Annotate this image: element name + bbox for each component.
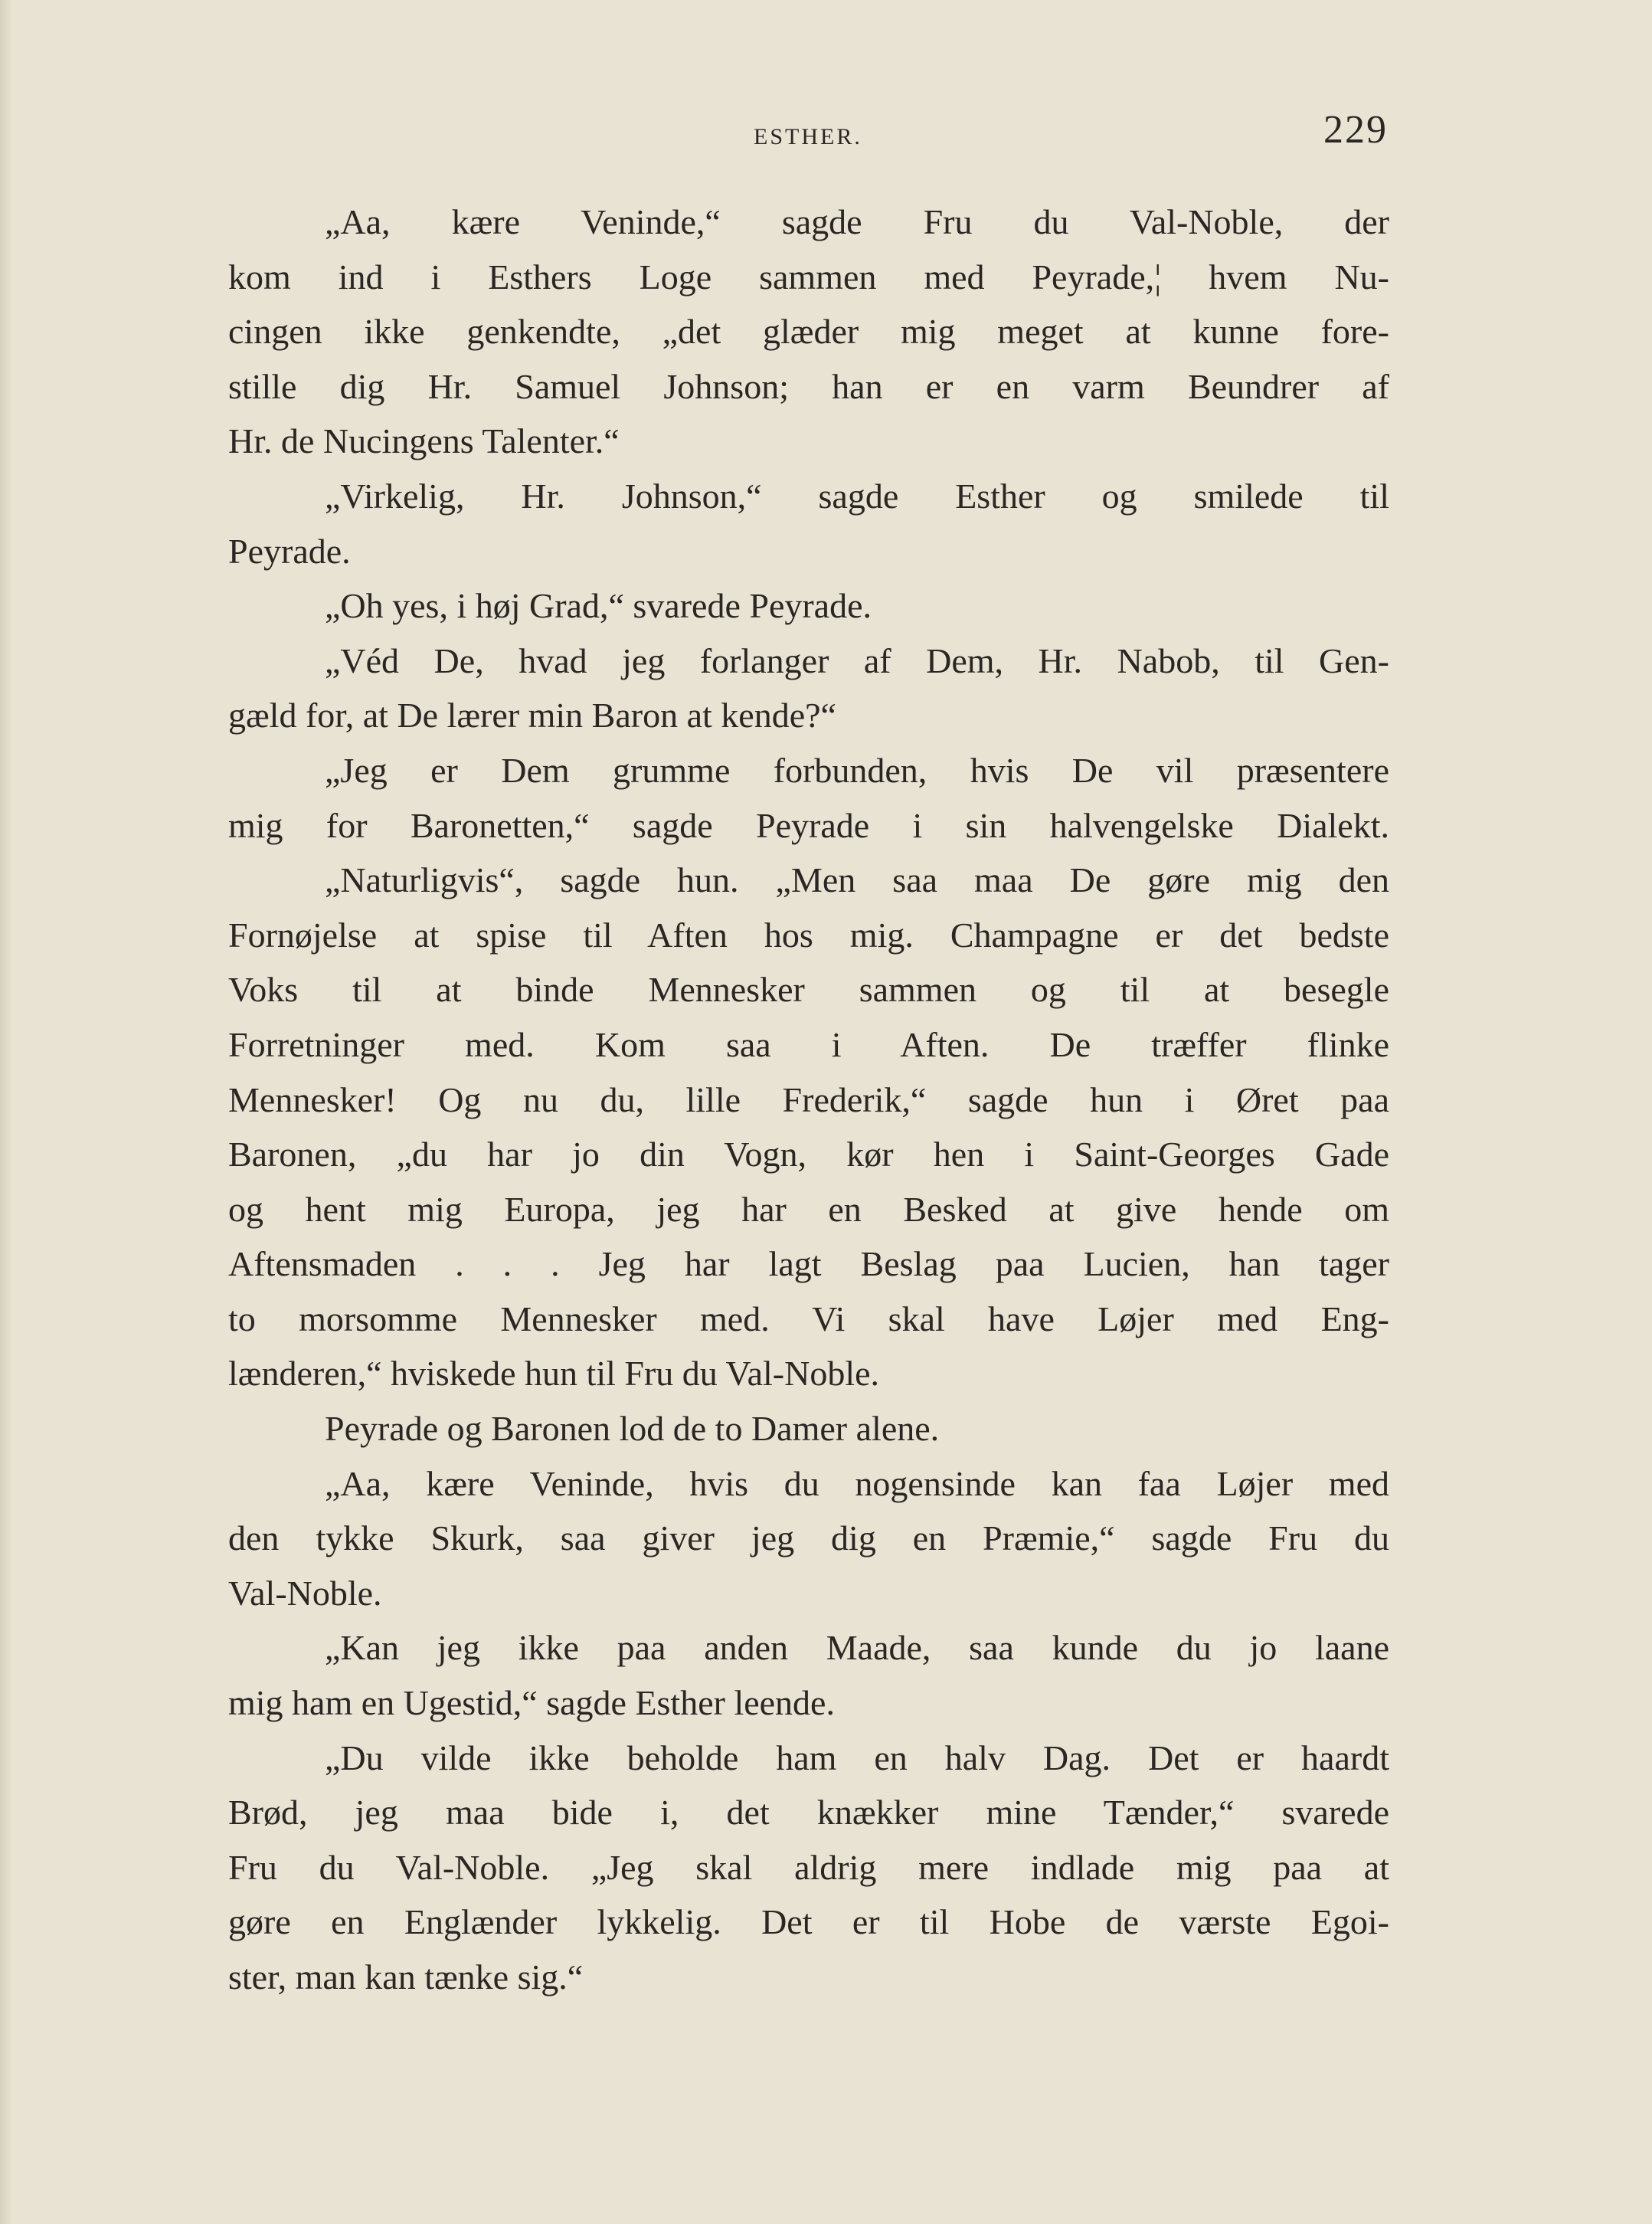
text-line: „Kan jeg ikke paa anden Maade, saa kunde du jo laane <box>325 1628 1389 1668</box>
text-line: Peyrade og Baronen lod de to Damer alene. <box>325 1409 940 1449</box>
text-line: kom ind i Esthers Loge sammen med Peyrade,¦ hvem Nu- <box>228 257 1389 296</box>
text-line: mig for Baronetten,“ sagde Peyrade i sin halvengelske Dialekt. <box>228 805 1389 845</box>
running-title: ESTHER. <box>754 124 862 149</box>
text-line: Fru du Val-Noble. „Jeg skal aldrig mere indlade mig paa at <box>228 1847 1389 1887</box>
text-line: den tykke Skurk, saa giver jeg dig en Præmie,“ sagde Fru du <box>228 1518 1389 1558</box>
text-line: Voks til at binde Mennesker sammen og til at besegle <box>228 970 1389 1010</box>
page-number: 229 <box>1323 108 1388 152</box>
text-line: ster, man kan tænke sig.“ <box>228 1957 584 1996</box>
text-line: cingen ikke genkendte, „det glæder mig meget at kunne fore- <box>228 312 1389 352</box>
text-line: „Virkelig, Hr. Johnson,“ sagde Esther og smilede til <box>325 476 1389 516</box>
text-line: Forretninger med. Kom saa i Aften. De træffer flinke <box>228 1024 1389 1064</box>
text-line: „Jeg er Dem grumme forbunden, hvis De vil præsentere <box>325 750 1389 790</box>
text-line: og hent mig Europa, jeg har en Besked at give hende om <box>228 1189 1389 1229</box>
text-line: Val-Noble. <box>228 1573 382 1613</box>
text-line: „Aa, kære Veninde,“ sagde Fru du Val-Noble, der <box>325 202 1389 241</box>
running-header <box>230 107 1388 161</box>
text-line: stille dig Hr. Samuel Johnson; han er en varm Beundrer af <box>228 366 1389 406</box>
text-line: gøre en Englænder lykkelig. Det er til Hobe de værste Egoi- <box>228 1902 1389 1942</box>
text-line: Brød, jeg maa bide i, det knækker mine Tænder,“ svarede <box>228 1793 1389 1833</box>
text-line: mig ham en Ugestid,“ sagde Esther leende. <box>228 1683 835 1723</box>
text-line: Fornøjelse at spise til Aften hos mig. Champagne er det bedste <box>228 915 1389 955</box>
page-edge-shadow <box>0 0 12 2224</box>
text-line: to morsomme Mennesker med. Vi skal have Løjer med Eng- <box>228 1299 1389 1338</box>
text-line: „Aa, kære Veninde, hvis du nogensinde kan faa Løjer med <box>325 1463 1389 1503</box>
text-line: lænderen,“ hviskede hun til Fru du Val-Noble. <box>228 1354 880 1394</box>
text-line: Aftensmaden . . . Jeg har lagt Beslag paa Lucien, han tager <box>228 1244 1389 1284</box>
text-line: Peyrade. <box>228 531 351 571</box>
text-line: „Véd De, hvad jeg forlanger af Dem, Hr. Nabob, til Gen- <box>325 640 1389 680</box>
text-line: „Naturligvis“, sagde hun. „Men saa maa De gøre mig den <box>325 860 1389 900</box>
text-line: „Du vilde ikke beholde ham en halv Dag. Det er haardt <box>325 1738 1389 1777</box>
body-text <box>228 195 1389 2005</box>
text-line: „Oh yes, i høj Grad,“ svarede Peyrade. <box>325 586 872 626</box>
text-line: Mennesker! Og nu du, lille Frederik,“ sagde hun i Øret paa <box>228 1079 1389 1119</box>
text-line: gæld for, at De lærer min Baron at kende?“ <box>228 696 836 735</box>
text-line: Baronen, „du har jo din Vogn, kør hen i Saint-Georges Gade <box>228 1135 1389 1174</box>
text-line: Hr. de Nucingens Talenter.“ <box>228 421 620 461</box>
